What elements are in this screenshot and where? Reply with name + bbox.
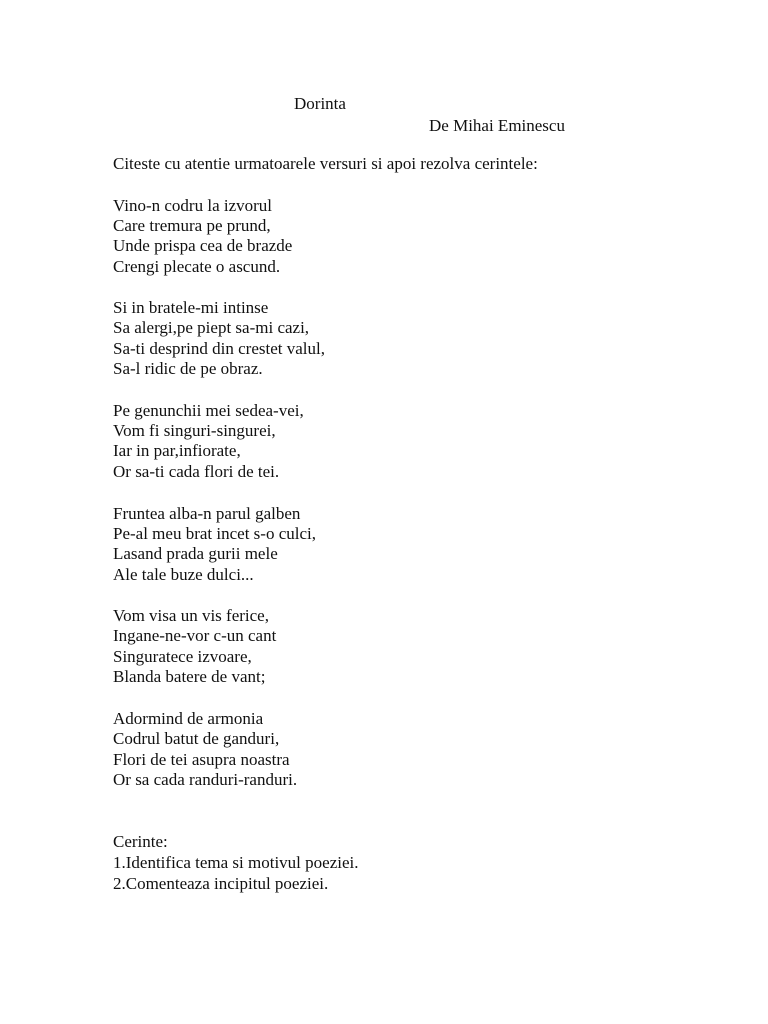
stanza-4-line-1: Fruntea alba-n parul galben <box>113 504 301 523</box>
stanza-1-line-1: Vino-n codru la izvorul <box>113 196 273 215</box>
stanza-1-line-3: Unde prispa cea de brazde <box>113 236 293 255</box>
instruction-text: Citeste cu atentie urmatoarele versuri si apoi rezolva cerintele: <box>113 154 538 173</box>
stanza-4-line-4: Ale tale buze dulci... <box>113 565 254 584</box>
stanza-5-line-1: Vom visa un vis ferice, <box>113 606 269 625</box>
stanza-2-line-2: Sa alergi,pe piept sa-mi cazi, <box>113 318 310 337</box>
stanza-3-line-3: Iar in par,infiorate, <box>113 441 241 460</box>
requirement-item-2: 2.Comenteaza incipitul poeziei. <box>113 874 329 893</box>
stanza-2-line-4: Sa-l ridic de pe obraz. <box>113 359 263 378</box>
stanza-6-line-2: Codrul batut de ganduri, <box>113 729 280 748</box>
stanza-2-line-3: Sa-ti desprind din crestet valul, <box>113 339 325 358</box>
stanza-1-line-4: Crengi plecate o ascund. <box>113 257 281 276</box>
stanza-6-line-1: Adormind de armonia <box>113 709 264 728</box>
poem-author: De Mihai Eminescu <box>429 116 565 135</box>
stanza-2-line-1: Si in bratele-mi intinse <box>113 298 269 317</box>
requirement-item-1: 1.Identifica tema si motivul poeziei. <box>113 853 359 872</box>
stanza-3-line-1: Pe genunchii mei sedea-vei, <box>113 401 304 420</box>
poem-title: Dorinta <box>294 94 346 113</box>
requirements-heading: Cerinte: <box>113 832 168 851</box>
stanza-3-line-4: Or sa-ti cada flori de tei. <box>113 462 280 481</box>
stanza-6-line-4: Or sa cada randuri-randuri. <box>113 770 298 789</box>
stanza-6-line-3: Flori de tei asupra noastra <box>113 750 290 769</box>
stanza-4-line-3: Lasand prada gurii mele <box>113 544 278 563</box>
stanza-5-line-4: Blanda batere de vant; <box>113 667 266 686</box>
stanza-5-line-3: Singuratece izvoare, <box>113 647 252 666</box>
stanza-5-line-2: Ingane-ne-vor c-un cant <box>113 626 277 645</box>
stanza-1-line-2: Care tremura pe prund, <box>113 216 271 235</box>
stanza-3-line-2: Vom fi singuri-singurei, <box>113 421 276 440</box>
stanza-4-line-2: Pe-al meu brat incet s-o culci, <box>113 524 316 543</box>
